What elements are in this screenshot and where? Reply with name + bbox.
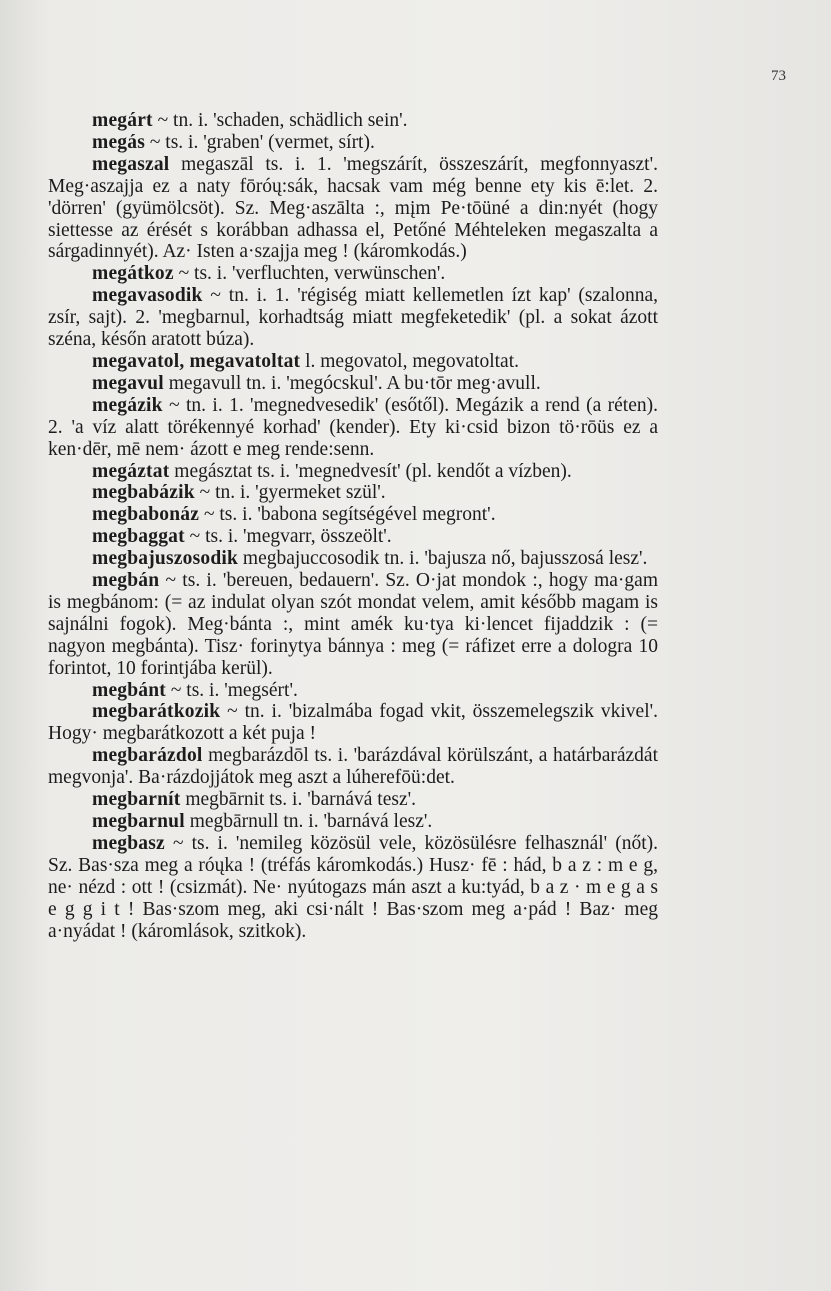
entry-text: ~ tn. i. 1. 'régiség miatt kellemetlen ízt kap' (szalonna, zsír, sajt). 2. 'megbarnul, korhadtság miatt megfeketedik' (pl. a sokat ázott széna, későn aratott búza). <box>48 285 659 351</box>
headword: megázik <box>92 394 163 416</box>
headword: megbarázdol <box>92 745 203 767</box>
dictionary-entry <box>48 745 658 789</box>
headword: megavatol, megavatoltat <box>92 350 301 372</box>
page-number: 73 <box>771 68 786 84</box>
headword: megbánt <box>92 679 166 701</box>
headword: megbaggat <box>92 526 185 548</box>
dictionary-entry <box>48 373 658 395</box>
entry-text: ~ tn. i. 1. 'megnedvesedik' (esőtől). Megázik a rend (a réten). 2. 'a víz alatt törékennyé korhad' (kender). Ety ki·csid bizon tö·rōüs ez a ken·dēr, mē nem· ázott e meg rende:senn. <box>48 394 659 460</box>
headword: megbajuszosodik <box>92 548 239 570</box>
headword: megavasodik <box>92 285 203 307</box>
entry-text: ~ ts. i. 'megsért'. <box>170 679 298 701</box>
dictionary-entry <box>48 548 658 570</box>
headword: megbabázik <box>92 482 195 504</box>
entry-list <box>48 110 658 942</box>
entry-text: ~ tn. i. 'bizalmába fogad vkit, összemelegszik vkivel'. Hogy· megbarátkozott a két puja ! <box>48 701 659 745</box>
entry-text: ~ ts. i. 'babona segítségével megront'. <box>203 504 496 526</box>
dictionary-entry <box>48 526 658 548</box>
entry-text: ~ tn. i. 'schaden, schädlich sein'. <box>157 110 408 131</box>
dictionary-entry <box>48 701 658 745</box>
headword: megaszal <box>92 153 170 175</box>
entry-text: megavull tn. i. 'megócskul'. A bu·tōr meg·avull. <box>168 372 541 394</box>
dictionary-entry <box>48 285 658 351</box>
entry-text: megbārnit ts. i. 'barnává tesz'. <box>185 789 417 811</box>
headword: megás <box>92 131 145 153</box>
entry-text: megaszāl ts. i. 1. 'megszárít, összeszárít, megfonnyaszt'. Meg·aszajja ez a naty fōróų:sák, hacsak vam még benne ety kis ē:let. 2. 'dörren' (gyümölcsöt). Sz. Meg·aszālta :, mįm Pe·tōüné a din:nyét (hogy siettesse az érését s korábban adhassa el, Petőné Méhteleken megaszalta a sárgadinnyét). Az· Isten a·szajja meg ! (káromkodás.) <box>48 153 658 263</box>
entry-text: megbarázdōl ts. i. 'barázdával körülszánt, a határbarázdát megvonja'. Ba·rázdojjátok meg aszt a lúherefōü:det. <box>48 745 658 789</box>
dictionary-entry <box>48 482 658 504</box>
dictionary-entry <box>48 154 658 264</box>
entry-text: megásztat ts. i. 'megnedvesít' (pl. kendőt a vízben). <box>174 460 572 482</box>
entry-text: ~ tn. i. 'gyermeket szül'. <box>199 482 386 504</box>
entry-text: ~ ts. i. 'graben' (vermet, sírt). <box>149 131 375 153</box>
headword: megátkoz <box>92 263 174 285</box>
dictionary-entry <box>48 110 658 132</box>
entry-text: l. megovatol, megovatoltat. <box>305 350 520 372</box>
headword: megbarnul <box>92 811 185 832</box>
dictionary-entry <box>48 263 658 285</box>
dictionary-entry <box>48 132 658 154</box>
dictionary-entry <box>48 811 658 833</box>
headword: megáztat <box>92 460 170 482</box>
dictionary-entry <box>48 461 658 483</box>
headword: megárt <box>92 110 153 131</box>
entry-text: megbārnull tn. i. 'barnává lesz'. <box>189 811 433 832</box>
dictionary-entry <box>48 789 658 811</box>
dictionary-entry <box>48 351 658 373</box>
headword: megavul <box>92 372 164 394</box>
dictionary-entry <box>48 833 658 943</box>
entry-text: ~ ts. i. 'verfluchten, verwünschen'. <box>178 263 446 285</box>
headword: megbasz <box>92 832 165 854</box>
headword: megbarátkozik <box>92 701 221 723</box>
entry-text: ~ ts. i. 'bereuen, bedauern'. Sz. O·jat mondok :, hogy ma·gam is megbánom: (= az indulat olyan szót mondat velem, amit később magam is sajnálni fogok). Meg·bánta :, mint amék ku·tya ki·lencet fijaddzik : (= nagyon megbánta). Tisz· forinytya bánnya : meg (= ráfizet erre a dologra 10 forintot, 10 forintjába kerül). <box>48 570 658 679</box>
dictionary-entry <box>48 395 658 461</box>
dictionary-entry <box>48 504 658 526</box>
entry-text: ~ ts. i. 'megvarr, összeölt'. <box>189 526 392 548</box>
dictionary-entry <box>48 570 658 680</box>
entry-text: megbajuccosodik tn. i. 'bajusza nő, bajusszosá lesz'. <box>242 548 648 570</box>
headword: megbarnít <box>92 789 181 811</box>
headword: megbabonáz <box>92 504 200 526</box>
headword: megbán <box>92 570 160 592</box>
entry-text: ~ ts. i. 'nemileg közösül vele, közösülésre felhasznál' (nőt). Sz. Bas·sza meg a róųka ! (tréfás káromkodás.) Husz· fē : hád, b a z : m e g, ne· nézd : ott ! (csizmát). Ne· nyútogazs mán aszt a ku:tyád, b a z · m e g a s e g g i t ! Bas·szom meg, aki csi·nált ! Bas·szom meg a·pád ! Baz· meg a·nyádat ! (káromlások, szitkok). <box>48 832 659 942</box>
dictionary-entry <box>48 680 658 702</box>
